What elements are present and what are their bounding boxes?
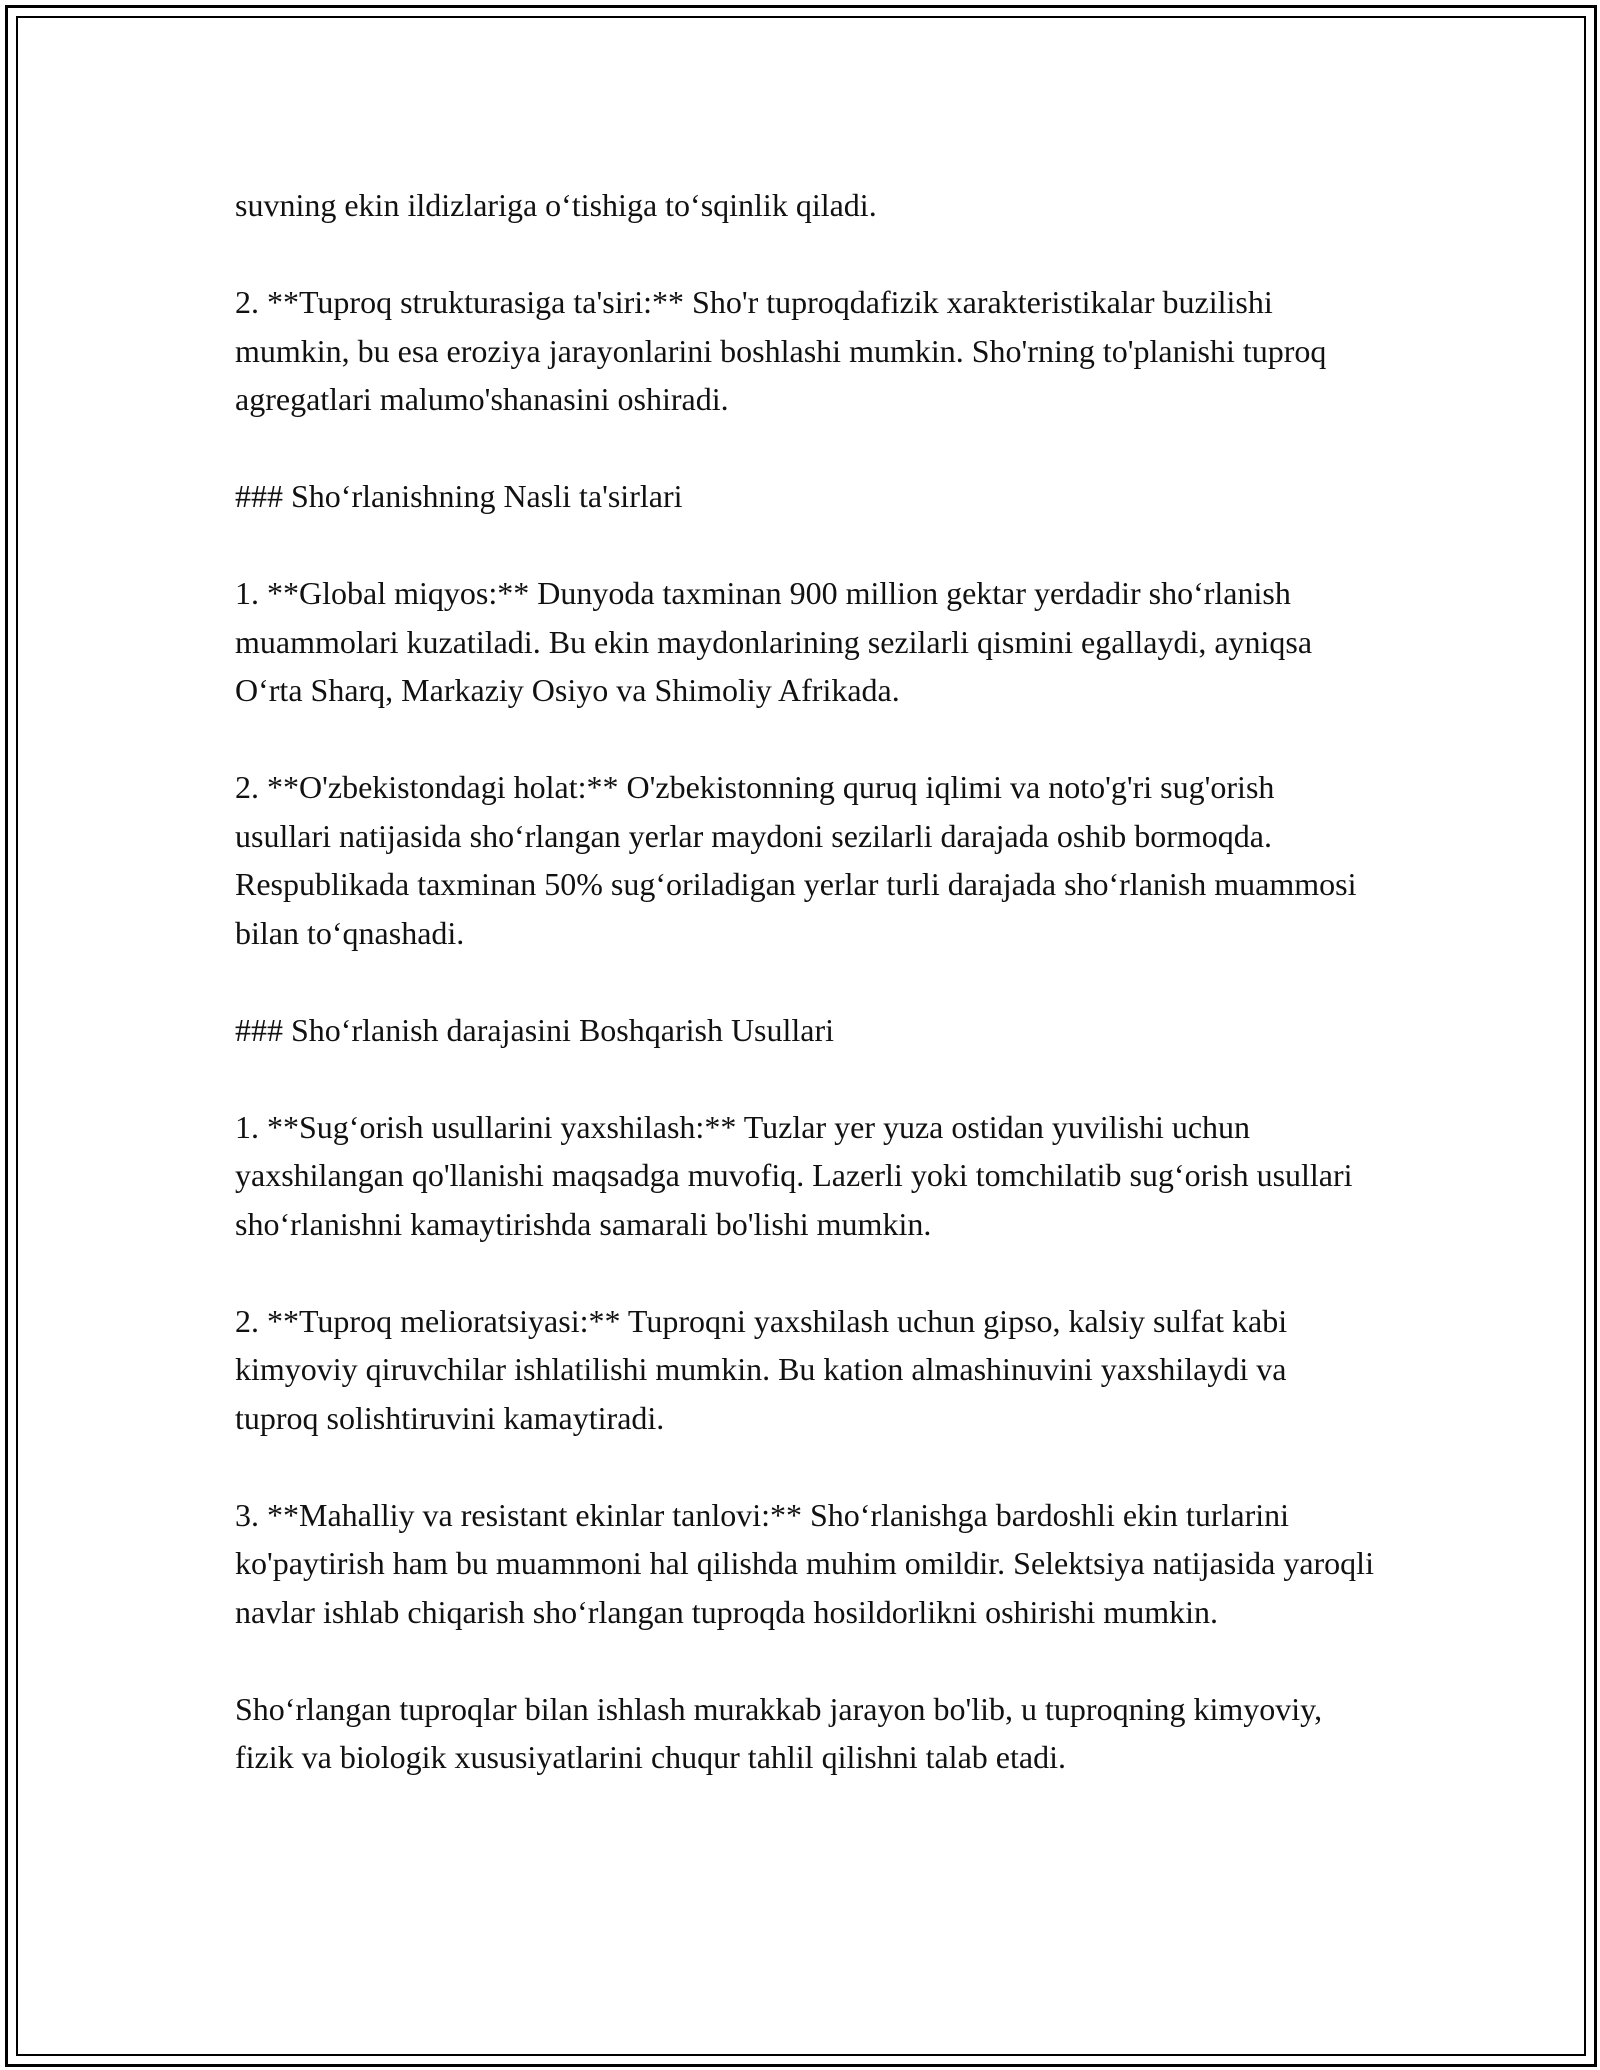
paragraph-soil-structure: 2. **Tuproq strukturasiga ta'siri:** Sho'r tuproqdafizik xarakteristikalar buzilishi mumkin, bu esa eroziya jarayonlarini boshlashi mumkin. Sho'rning to'planishi tuproq agregatlari malumo'shanasini oshiradi. [235,284,1327,417]
paragraph-global-scale: 1. **Global miqyos:** Dunyoda taxminan 900 million gektar yerdadir sho‘rlanish muammolari kuzatiladi. Bu ekin maydonlarining sezilarli qismini egallaydi, ayniqsa O‘rta Sharq, Markaziy Osiyo va Shimoliy Afrikada. [235,575,1313,708]
paragraph-uzbekistan-situation: 2. **O'zbekistondagi holat:** O'zbekistonning quruq iqlimi va noto'g'ri sug'orish usullari natijasida sho‘rlangan yerlar maydoni sezilarli darajada oshib bormoqda. Respublikada taxminan 50% sug‘oriladigan yerlar turli darajada sho‘rlanish muammosi bilan to‘qnashadi. [235,769,1357,951]
heading-global-effects: ### Sho‘rlanishning Nasli ta'sirlari [235,478,683,514]
heading-management-methods: ### Sho‘rlanish darajasini Boshqarish Usullari [235,1011,835,1048]
paragraph-irrigation-improvement: 1. **Sug‘orish usullarini yaxshilash:** Tuzlar yer yuza ostidan yuvilishi uchun yaxshilangan qo'llanishi maqsadga muvofiq. Lazerli yoki tomchilatib sug‘orish usullari sho‘rlanishni kamaytirishda samarali bo'lishi mumkin. [235,1108,1353,1242]
paragraph-soil-melioration: 2. **Tuproq melioratsiyasi:** Tuproqni yaxshilash uchun gipso, kalsiy sulfat kabi kimyoviy qiruvchilar ishlatilishi mumkin. Bu kation almashinuvini yaxshilaydi va tuproq solishtiruvini kamaytiradi. [235,1302,1288,1436]
paragraph-continuation: suvning ekin ildizlariga o‘tishiga to‘sqinlik qiladi. [235,187,877,223]
document-body [235,181,1375,1782]
paragraph-resistant-crops: 3. **Mahalliy va resistant ekinlar tanlovi:** Sho‘rlanishga bardoshli ekin turlarini ko'paytirish ham bu muammoni hal qilishda muhim omildir. Selektsiya natijasida yaroqli navlar ishlab chiqarish sho‘rlangan tuproqda hosildorlikni oshirishi mumkin. [235,1496,1374,1630]
paragraph-conclusion: Sho‘rlangan tuproqlar bilan ishlash murakkab jarayon bo'lib, u tuproqning kimyoviy, fizik va biologik xususiyatlarini chuqur tahlil qilishni talab etadi. [235,1690,1323,1775]
